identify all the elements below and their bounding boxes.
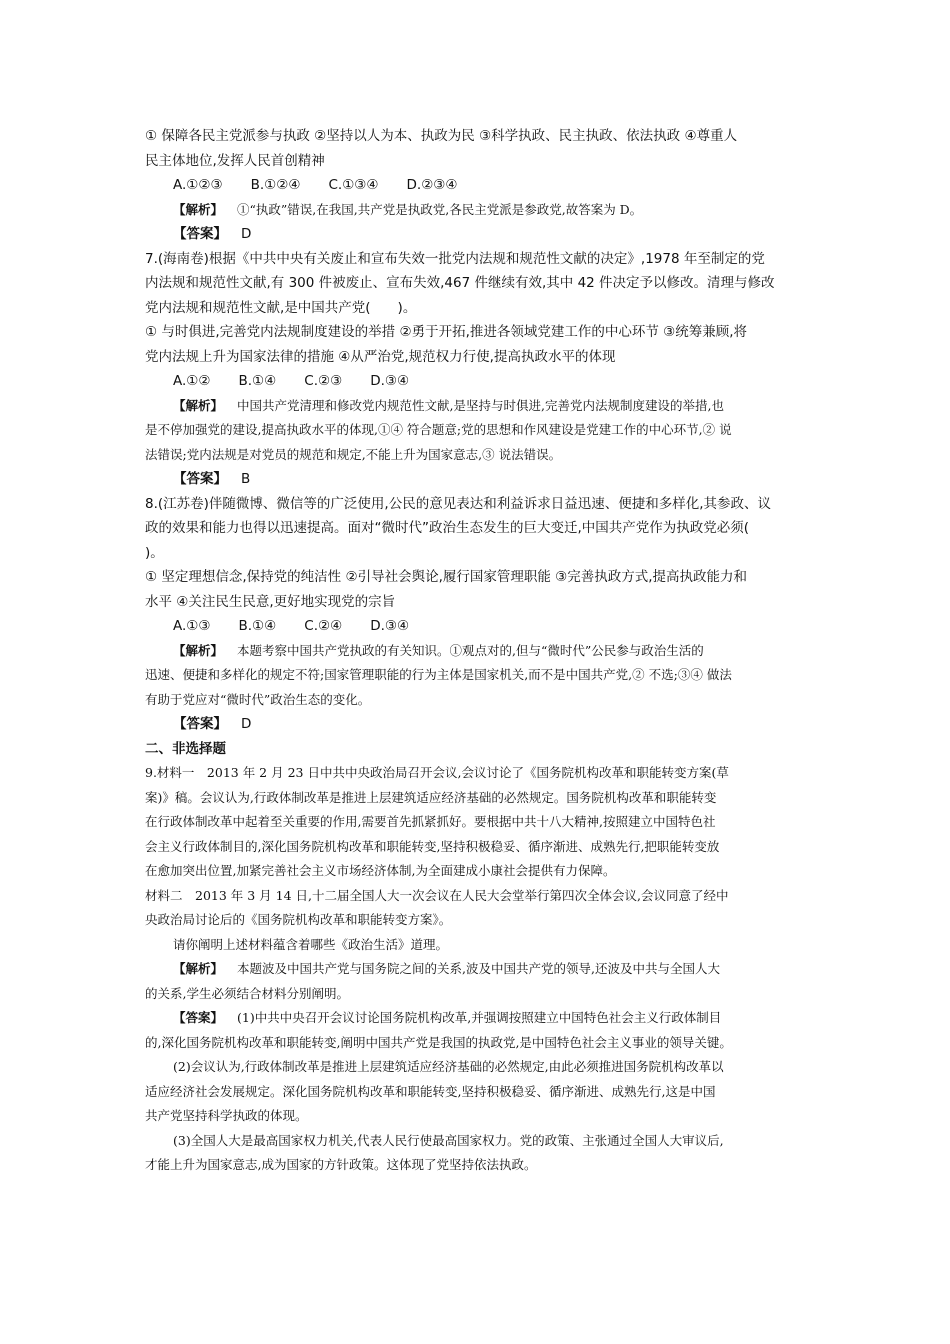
q7-answer-value: B bbox=[241, 471, 251, 487]
q6-answer bbox=[145, 222, 810, 247]
q9-answer2-line-3: 共产党坚持科学执政的体现。 bbox=[145, 1108, 308, 1123]
q6-option-a: A.①②③ bbox=[173, 177, 223, 193]
q7-analysis-line-2: 是不停加强党的建设,提高执政水平的体现,①④ 符合题意;党的思想和作风建设是党建工作的中心环节,② 说 bbox=[145, 422, 732, 437]
q7-analysis-line-1: 中国共产党清理和修改党内规范性文献,是坚持与时俱进,完善党内法规制度建设的举措,也 bbox=[237, 397, 724, 413]
q9-answer1-line-2: 的,深化国务院机构改革和职能转变,阐明中国共产党是我国的执政党,是中国特色社会主义事业的领导关键。 bbox=[145, 1034, 732, 1050]
q9-material1-line-3: 在行政体制改革中起着至关重要的作用,需要首先抓紧抓好。要根据中共十八大精神,按照建立中国特色社 bbox=[145, 814, 716, 829]
q9-answer1-line-1: (1)中共中央召开会议讨论国务院机构改革,并强调按照建立中国特色社会主义行政体制目 bbox=[237, 1010, 722, 1025]
q7-answer-label: 【答案】 bbox=[173, 471, 227, 487]
q7-option-a: A.①② bbox=[173, 373, 211, 389]
q9-question: 请你阐明上述材料蕴含着哪些《政治生活》道理。 bbox=[173, 936, 449, 952]
q6-analysis-label: 【解析】 bbox=[173, 201, 224, 217]
q9-material2-line-1: 材料二 2013 年 3 月 14 日,十二届全国人大一次会议在人民大会堂举行第四次全体会议,会议同意了经中 bbox=[145, 887, 729, 903]
q9-answer-label: 【答案】 bbox=[173, 1010, 224, 1025]
q8-option-c: C.②④ bbox=[304, 618, 343, 634]
document-content bbox=[145, 124, 810, 1178]
q7-answer bbox=[145, 467, 810, 492]
q7-analysis bbox=[145, 394, 810, 419]
q8-analysis-line-1: 本题考察中国共产党执政的有关知识。①观点对的,但与“微时代”公民参与政治生活的 bbox=[237, 642, 704, 658]
q8-option-b: B.①④ bbox=[238, 618, 277, 634]
q8-option-d: D.③④ bbox=[370, 618, 410, 634]
q8-analysis-line-3: 有助于党应对“微时代”政治生态的变化。 bbox=[145, 691, 371, 707]
q7-stem-line-2: 内法规和规范性文献,有 300 件被废止、宣布失效,467 件继续有效,其中 42 件决定予以修改。清理与修改 bbox=[145, 275, 775, 291]
q9-analysis bbox=[145, 957, 810, 982]
q9-material1-line-4: 会主义行政体制目的,深化国务院机构改革和职能转变,坚持积极稳妥、循序渐进、成熟先行,把职能转变放 bbox=[145, 838, 720, 854]
q8-answer-label: 【答案】 bbox=[173, 716, 227, 732]
q6-statements-line-2: 民主体地位,发挥人民首创精神 bbox=[145, 152, 325, 169]
q6-answer-label: 【答案】 bbox=[173, 226, 227, 242]
q6-options bbox=[145, 173, 810, 198]
q9-answer2-line-2: 适应经济社会发展规定。深化国务院机构改革和职能转变,坚持积极稳妥、循序渐进、成熟先行,这是中国 bbox=[145, 1083, 716, 1099]
q6-option-d: D.②③④ bbox=[406, 177, 458, 193]
q9-answer bbox=[145, 1006, 810, 1031]
q8-analysis-line-2: 迅速、便捷和多样化的规定不符;国家管理职能的行为主体是国家机关,而不是中国共产党,② 不选;③④ 做法 bbox=[145, 667, 732, 682]
q6-analysis bbox=[145, 198, 810, 223]
q9-material1-line-2: 案)》稿。会议认为,行政体制改革是推进上层建筑适应经济基础的必然规定。国务院机构改革和职能转变 bbox=[145, 789, 717, 805]
q9-answer3-line-2: 才能上升为国家意志,成为国家的方针政策。这体现了党坚持依法执政。 bbox=[145, 1157, 537, 1172]
q7-option-c: C.②③ bbox=[304, 373, 343, 389]
q7-stem-line-3: 党内法规和规范性文献,是中国共产党( )。 bbox=[145, 299, 417, 316]
q8-stem-line-2: 政的效果和能力也得以迅速提高。面对“微时代”政治生态发生的巨大变迁,中国共产党作为执政党必须( bbox=[145, 520, 750, 536]
q9-analysis-line-1: 本题波及中国共产党与国务院之间的关系,波及中国共产党的领导,还波及中共与全国人大 bbox=[237, 961, 720, 976]
q8-answer-value: D bbox=[241, 716, 252, 732]
q9-material1-line-5: 在愈加突出位置,加紧完善社会主义市场经济体制,为全面建成小康社会提供有力保障。 bbox=[145, 863, 616, 878]
q9-analysis-line-2: 的关系,学生必须结合材料分别阐明。 bbox=[145, 985, 349, 1001]
q6-statements-line-1: ① 保障各民主党派参与执政 ②坚持以人为本、执政为民 ③科学执政、民主执政、依法执政 ④尊重人 bbox=[145, 128, 738, 144]
q7-options bbox=[145, 369, 810, 394]
q8-answer bbox=[145, 712, 810, 737]
q6-option-b: B.①②④ bbox=[250, 177, 301, 193]
q8-options bbox=[145, 614, 810, 639]
q6-option-c: C.①③④ bbox=[328, 177, 379, 193]
q6-answer-value: D bbox=[241, 226, 252, 242]
q6-analysis-text: ①“执政”错误,在我国,共产党是执政党,各民主党派是参政党,故答案为 D。 bbox=[237, 201, 643, 217]
section-heading-non-choice: 二、非选择题 bbox=[145, 740, 226, 757]
q7-statements-line-2: 党内法规上升为国家法律的措施 ④从严治党,规范权力行使,提高执政水平的体现 bbox=[145, 348, 616, 365]
q8-analysis bbox=[145, 639, 810, 664]
q8-option-a: A.①③ bbox=[173, 618, 211, 634]
q8-stem-line-3: )。 bbox=[145, 544, 164, 561]
q7-stem-line-1: 7.(海南卷)根据《中共中央有关废止和宣布失效一批党内法规和规范性文献的决定》,1978 年至制定的党 bbox=[145, 250, 765, 267]
q8-statements-line-1: ① 坚定理想信念,保持党的纯洁性 ②引导社会舆论,履行国家管理职能 ③完善执政方式,提高执政能力和 bbox=[145, 569, 748, 585]
q7-statements-line-1: ① 与时俱进,完善党内法规制度建设的举措 ②勇于开拓,推进各领域党建工作的中心环节 ③统筹兼顾,将 bbox=[145, 324, 748, 340]
q7-option-d: D.③④ bbox=[370, 373, 410, 389]
q8-statements-line-2: 水平 ④关注民生民意,更好地实现党的宗旨 bbox=[145, 593, 396, 610]
q9-analysis-label: 【解析】 bbox=[173, 961, 224, 976]
q7-option-b: B.①④ bbox=[238, 373, 277, 389]
q8-analysis-label: 【解析】 bbox=[173, 642, 224, 658]
q9-material1-line-1: 9.材料一 2013 年 2 月 23 日中共中央政治局召开会议,会议讨论了《国务院机构改革和职能转变方案(草 bbox=[145, 765, 729, 780]
q9-answer3-line-1: (3)全国人大是最高国家权力机关,代表人民行使最高国家权力。党的政策、主张通过全国人大审议后, bbox=[173, 1132, 724, 1148]
q9-answer2-line-1: (2)会议认为,行政体制改革是推进上层建筑适应经济基础的必然规定,由此必须推进国务院机构改革以 bbox=[173, 1059, 724, 1074]
q7-analysis-line-3: 法错误;党内法规是对党员的规范和规定,不能上升为国家意志,③ 说法错误。 bbox=[145, 446, 562, 462]
q7-analysis-label: 【解析】 bbox=[173, 397, 224, 413]
q9-material2-line-2: 央政治局讨论后的《国务院机构改革和职能转变方案》。 bbox=[145, 912, 452, 927]
q8-stem-line-1: 8.(江苏卷)伴随微博、微信等的广泛使用,公民的意见表达和利益诉求日益迅速、便捷和多样化,其参政、议 bbox=[145, 495, 771, 512]
